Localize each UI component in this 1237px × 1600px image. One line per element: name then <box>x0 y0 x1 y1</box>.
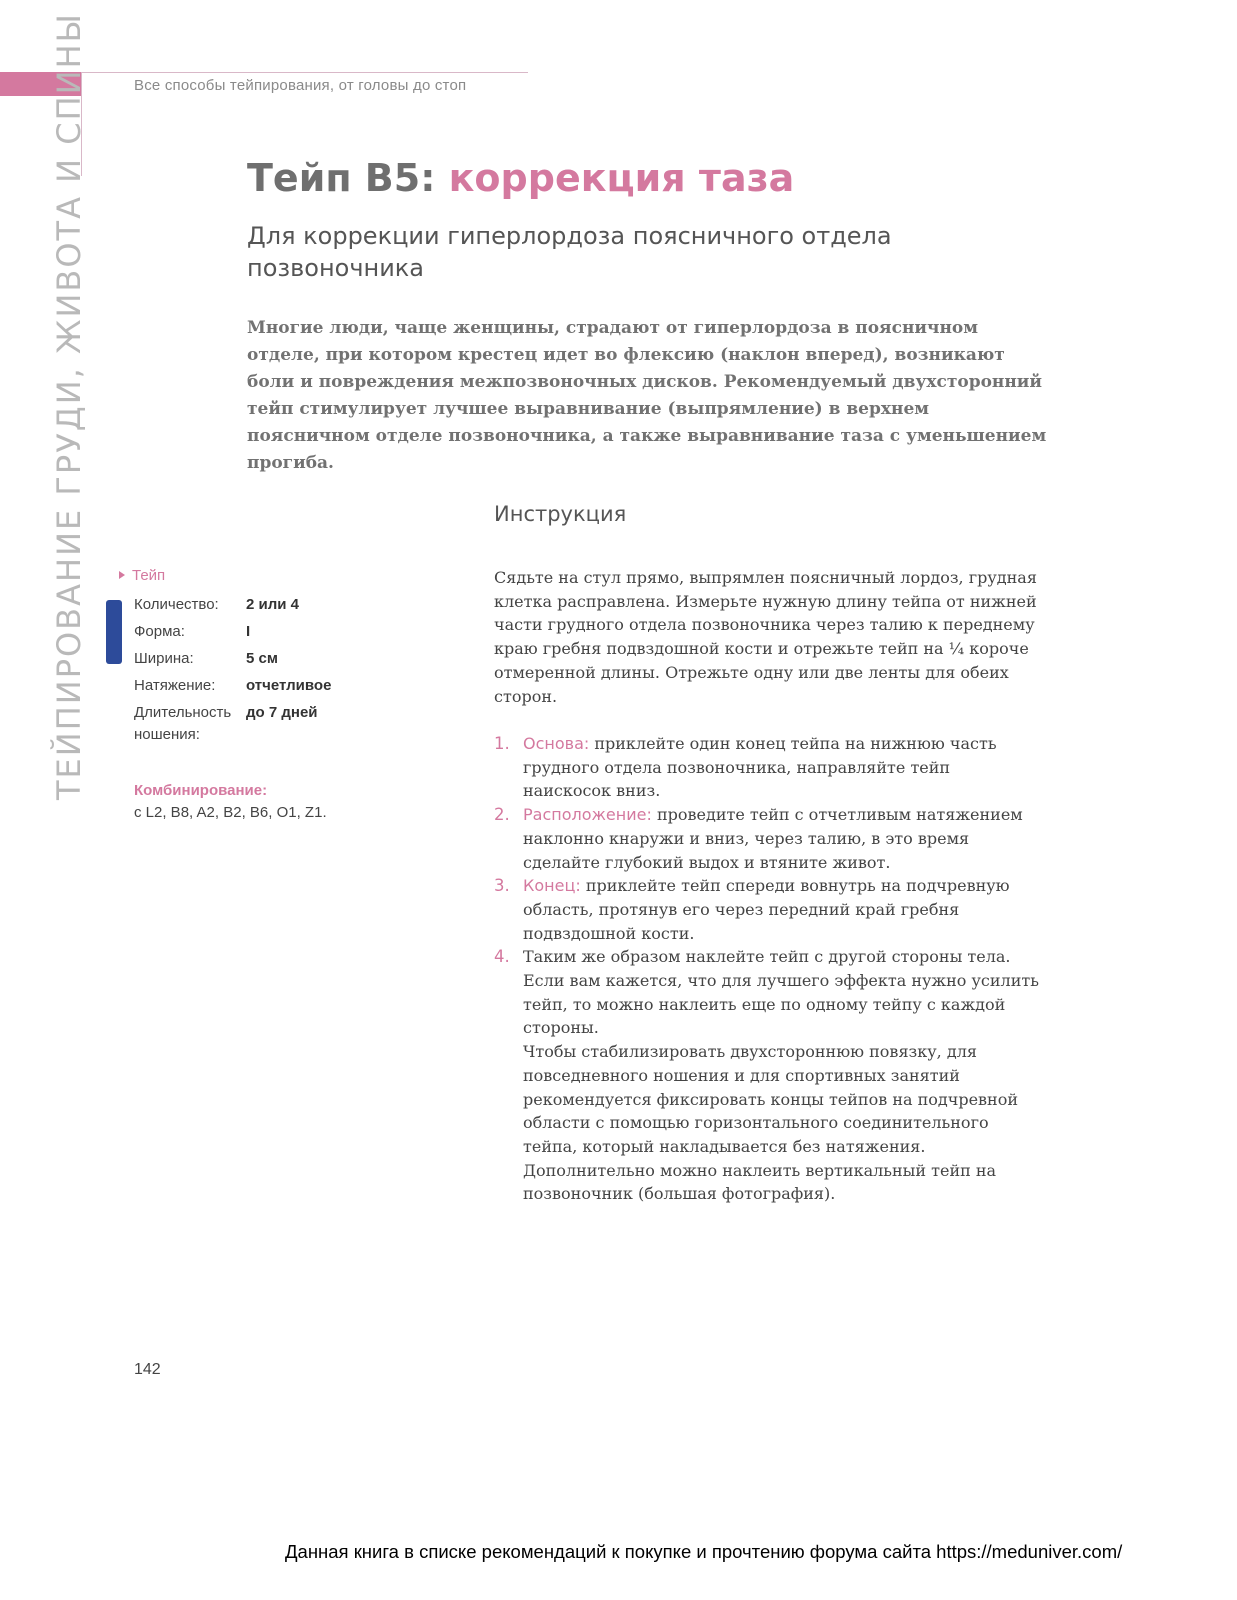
spec-key: Ширина: <box>134 650 194 667</box>
combination-heading: Комбинирование: <box>134 782 268 799</box>
step-text: приклейте один конец тейпа на нижнюю часть грудного отдела позвоночника, направляйте тейп наискосок вниз. <box>523 734 997 801</box>
instruction-step <box>494 945 1042 1206</box>
spec-value: I <box>246 623 251 640</box>
spec-value: 5 см <box>246 650 278 667</box>
spec-row <box>134 648 331 670</box>
spec-value: до 7 дней <box>246 704 318 721</box>
page-title <box>247 156 794 200</box>
spec-key: Длительность ношения: <box>134 704 232 743</box>
instructions-intro: Сядьте на стул прямо, выпрямлен поясничный лордоз, грудная клетка расправлена. Измерьте нужную длину тейпа от нижней части грудного отдела позвоночника через талию к переднему краю гребня подвздошной кости и отрежьте тейп на ¼ короче отмеренной длины. Отрежьте одну или две ленты для обеих сторон. <box>494 568 1037 706</box>
spec-key: Количество: <box>134 596 219 613</box>
spec-row <box>134 675 331 697</box>
spec-key: Форма: <box>134 623 185 640</box>
combination-value: с L2, B8, A2, B2, B6, O1, Z1. <box>134 804 327 821</box>
instruction-step <box>494 732 1042 803</box>
tape-label <box>119 567 165 584</box>
instruction-steps <box>494 732 1042 1206</box>
step-extra-text: Чтобы стабилизировать двухстороннюю повязку, для повседневного ношения и для спортивных занятий рекомендуется фиксировать концы тейпов на подчревной области с помощью горизонтального соединительного тейпа, который накладывается без натяжения. Дополнительно можно наклеить вертикальный тейп на позвоночник (большая фотография). <box>523 1042 1019 1204</box>
instruction-step <box>494 803 1042 874</box>
step-label: Основа: <box>523 734 590 753</box>
title-accent: коррекция таза <box>448 156 795 200</box>
tape-specs <box>134 594 331 751</box>
header-rule <box>82 72 528 73</box>
tape-label-text: Тейп <box>132 567 166 584</box>
spec-value: 2 или 4 <box>246 596 299 613</box>
step-number: 2. <box>494 805 510 825</box>
triangle-bullet-icon <box>119 571 125 579</box>
step-number: 4. <box>494 947 510 967</box>
spec-key: Натяжение: <box>134 677 216 694</box>
page-subtitle: Для коррекции гиперлордоза поясничного отдела позвоночника <box>247 222 892 282</box>
title-prefix: Тейп B5: <box>247 156 449 200</box>
instruction-step <box>494 874 1042 945</box>
instructions-heading: Инструкция <box>494 502 627 526</box>
step-number: 1. <box>494 734 510 753</box>
step-text: Таким же образом наклейте тейп с другой стороны тела. Если вам кажется, что для лучшего эффекта нужно усилить тейп, то можно наклеить еще по одному тейпу с каждой стороны. <box>523 947 1039 1038</box>
spec-value: отчетливое <box>246 677 332 694</box>
step-label: Конец: <box>523 876 581 896</box>
spec-row <box>134 594 331 616</box>
tape-color-bar <box>106 600 122 664</box>
spec-row <box>134 621 331 643</box>
step-text: проведите тейп с отчетливым натяжением наклонно кнаружи и вниз, через талию, в это время сделайте глубокий выдох и втяните живот. <box>523 805 1023 872</box>
step-text: приклейте тейп спереди вовнутрь на подчревную область, протянув его через передний край гребня подвздошной кости. <box>523 876 1010 943</box>
spec-row <box>134 702 331 746</box>
footer-notice: Данная книга в списке рекомендаций к покупке и прочтению форума сайта https://meduniver.com/ <box>285 1541 1123 1562</box>
page-number: 142 <box>134 1361 161 1378</box>
step-label: Расположение: <box>523 805 652 825</box>
running-head: Все способы тейпирования, от головы до стоп <box>134 77 467 94</box>
intro-paragraph: Многие люди, чаще женщины, страдают от гиперлордоза в поясничном отделе, при котором крестец идет во флексию (наклон вперед), возникают боли и повреждения межпозвоночных дисков. Рекомендуемый двухсторонний тейп стимулирует лучшее выравнивание (выпрямление) в верхнем поясничном отделе позвоночника, а также выравнивание таза с уменьшением прогиба. <box>247 318 1047 473</box>
section-side-title: ТЕЙПИРОВАНИЕ ГРУДИ, ЖИВОТА И СПИНЫ <box>50 12 88 800</box>
step-number: 3. <box>494 876 510 896</box>
